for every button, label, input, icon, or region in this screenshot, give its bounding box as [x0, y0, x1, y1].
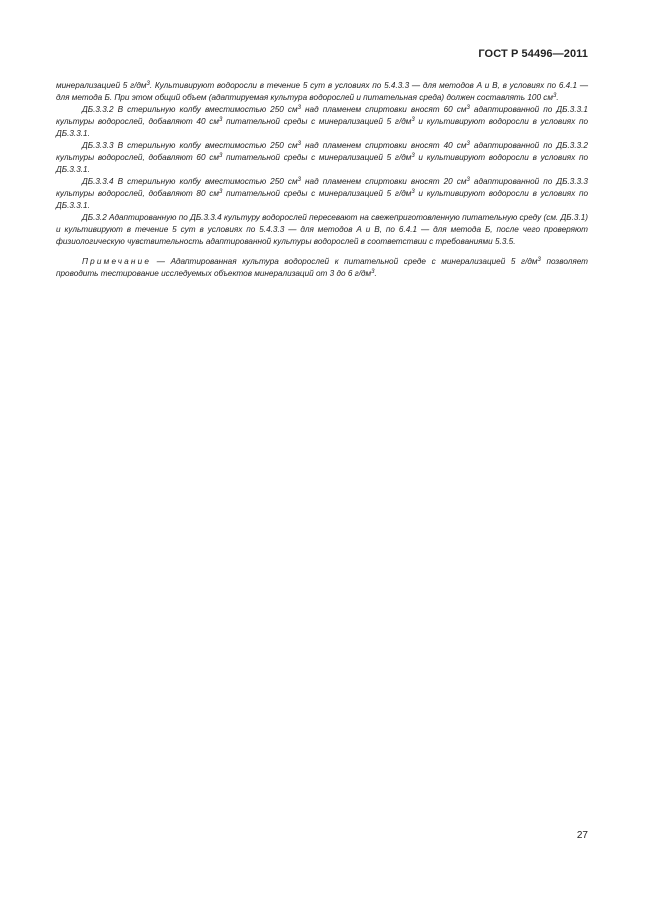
text-segment: — Адаптированная культура водорослей к питательной среде с минерализацией 5 г/дм	[151, 257, 538, 266]
text-segment: и культивируют водоросли в условиях по ДБ.3.3.1.	[56, 153, 588, 174]
text-segment: ДБ.3.3.3 В стерильную колбу вместимостью 250 см	[82, 141, 298, 150]
superscript: 3	[552, 93, 557, 99]
superscript: 3	[297, 105, 301, 111]
superscript: 3	[411, 189, 415, 195]
text-segment: . Культивируют водоросли в течение 5 сут в условиях по 5.4.3.3 — для методов А и В, в условиях по 6.4.1 — для метода Б. При этом общий объем (адаптируемая культура водорослей и питательная среда) должен составлять 100 см	[56, 81, 589, 102]
superscript: 3	[411, 117, 415, 123]
text-segment: над пламенем спиртовки вносят 40 см	[300, 141, 467, 150]
text-segment: над пламенем спиртовки вносят 60 см	[300, 105, 467, 114]
text-segment: ДБ.3.3.2 В стерильную колбу вместимостью 250 см	[82, 105, 298, 114]
text-segment: минерализацией 5 г/дм	[56, 81, 147, 90]
superscript: 3	[371, 269, 375, 275]
note-label: Примечание	[82, 257, 152, 266]
superscript: 3	[146, 81, 150, 87]
text-segment: адаптированной по ДБ.3.3.1 культуры водорослей, добавляют 40 см	[56, 105, 588, 126]
paragraph-continuation	[56, 80, 588, 104]
superscript: 3	[218, 153, 223, 159]
note-paragraph	[56, 256, 588, 280]
page-number: 27	[576, 830, 588, 841]
superscript: 3	[218, 117, 223, 123]
paragraph-db-3-2: ДБ.3.2 Адаптированную по ДБ.3.3.4 культуру водорослей пересевают на свежеприготовленную питательную среду (см. ДБ.3.1) и культивируют в течение 5 сут в условиях по 5.4.3.3 — для методов А и В, по 6.4.1 — для метода Б, после чего проверяют физиологическую чувствительность адаптированной культуры водорослей в соответствии с требованиями 5.3.5.	[56, 213, 588, 246]
superscript: 3	[411, 153, 415, 159]
superscript: 3	[218, 189, 223, 195]
text-segment: и культивируют водоросли в условиях по ДБ.3.3.1.	[56, 117, 588, 138]
superscript: 3	[297, 177, 301, 183]
text-segment: питательной среды с минерализацией 5 г/дм	[222, 117, 412, 126]
text-segment: позволяет проводить тестирование исследуемых объектов минерализаций от 3 до 6 г/дм	[56, 257, 588, 278]
text-segment: адаптированной по ДБ.3.3.2 культуры водорослей, добавляют 60 см	[56, 141, 588, 162]
text-segment: ДБ.3.3.4 В стерильную колбу вместимостью 250 см	[82, 177, 298, 186]
superscript: 3	[466, 141, 470, 147]
paragraph-db-3-3-2	[56, 104, 588, 140]
text-segment: адаптированной по ДБ.3.3.3 культуры водорослей, добавляют 80 см	[56, 177, 588, 198]
text-segment: питательной среды с минерализацией 5 г/дм	[222, 189, 412, 198]
superscript: 3	[537, 257, 541, 263]
document-header	[56, 48, 588, 60]
text-segment: .	[556, 93, 559, 102]
superscript: 3	[466, 105, 470, 111]
paragraph-db-3-3-3	[56, 140, 588, 176]
text-segment: питательной среды с минерализацией 5 г/дм	[222, 153, 412, 162]
superscript: 3	[297, 141, 301, 147]
text-segment: .	[374, 269, 377, 278]
document-body	[56, 80, 588, 280]
text-segment: и культивируют водоросли в условиях по ДБ.3.3.1.	[56, 189, 588, 210]
text-segment: над пламенем спиртовки вносят 20 см	[300, 177, 467, 186]
standard-code: ГОСТ Р 54496—2011	[478, 48, 588, 60]
paragraph-db-3-3-4	[56, 176, 588, 212]
superscript: 3	[466, 177, 470, 183]
